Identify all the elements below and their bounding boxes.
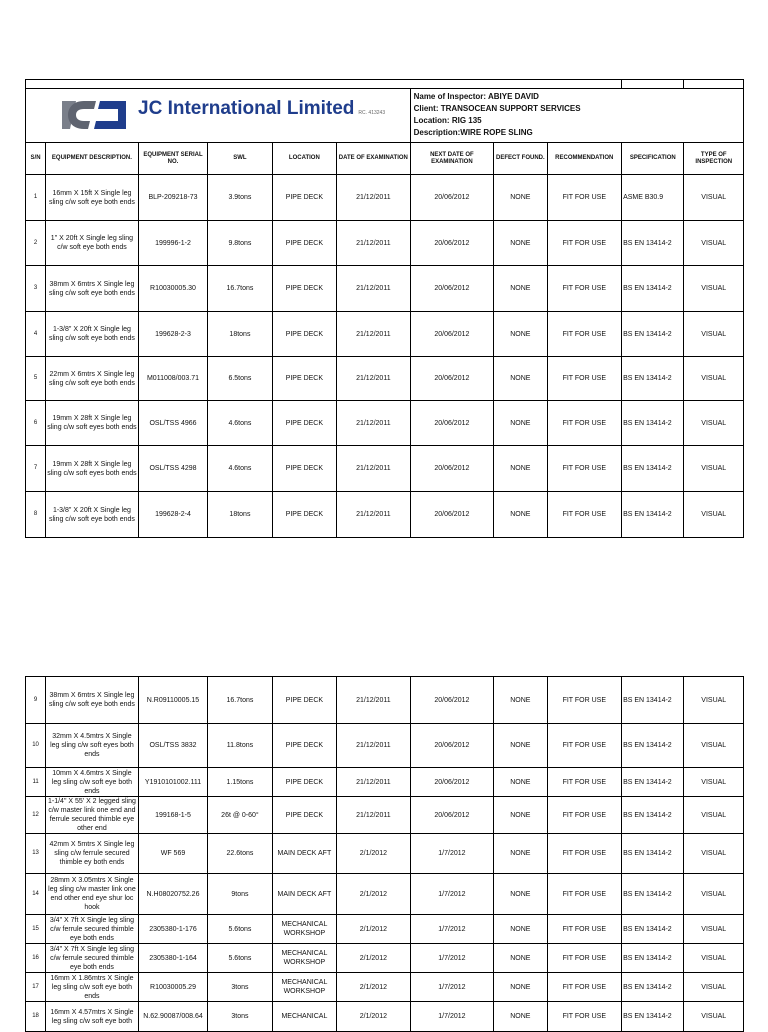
table-cell: BLP-209218-73 bbox=[138, 175, 207, 221]
table-cell: 21/12/2011 bbox=[337, 221, 411, 266]
table-cell: VISUAL bbox=[684, 834, 744, 874]
table-row bbox=[26, 312, 744, 357]
table-cell: NONE bbox=[494, 357, 547, 401]
table-cell: 21/12/2011 bbox=[337, 312, 411, 357]
table-body-1 bbox=[26, 175, 744, 538]
table-cell: NONE bbox=[494, 797, 547, 834]
company-name: JC International Limited RC. 413243 bbox=[138, 98, 386, 119]
table-cell: BS EN 13414-2 bbox=[622, 724, 684, 768]
table-cell: FIT FOR USE bbox=[547, 175, 622, 221]
table-cell: PIPE DECK bbox=[272, 492, 336, 538]
table-cell: 32mm X 4.5mtrs X Single leg sling c/w soft eyes both ends bbox=[46, 724, 139, 768]
table-cell: NONE bbox=[494, 915, 547, 944]
table-cell: 3/4" X 7ft X Single leg sling c/w ferrule secured thimble eye both ends bbox=[46, 915, 139, 944]
top-strip bbox=[26, 80, 744, 89]
header-cell: SWL bbox=[208, 143, 272, 175]
table-cell: BS EN 13414-2 bbox=[622, 677, 684, 724]
table-cell: NONE bbox=[494, 221, 547, 266]
table-cell: 20/06/2012 bbox=[410, 446, 494, 492]
table-cell: BS EN 13414-2 bbox=[622, 834, 684, 874]
table-cell: NONE bbox=[494, 401, 547, 446]
table-cell: 21/12/2011 bbox=[337, 401, 411, 446]
table-cell: NONE bbox=[494, 312, 547, 357]
table-cell: 18tons bbox=[208, 492, 272, 538]
table-cell: 38mm X 6mtrs X Single leg sling c/w soft eye both ends bbox=[46, 677, 139, 724]
table-cell: FIT FOR USE bbox=[547, 797, 622, 834]
header-cell: DATE OF EXAMINATION bbox=[337, 143, 411, 175]
table-cell: 21/12/2011 bbox=[337, 492, 411, 538]
table-cell: 1-1/4" X 55' X 2 legged sling c/w master link one end and ferrule secured thimble eye other end bbox=[46, 797, 139, 834]
header-row bbox=[26, 143, 744, 175]
table-cell: 5.6tons bbox=[208, 915, 272, 944]
table-cell: 28mm X 3.05mtrs X Single leg sling c/w master link one end other end eye shur loc hook bbox=[46, 874, 139, 915]
table-cell: 20/06/2012 bbox=[410, 175, 494, 221]
table-cell: NONE bbox=[494, 768, 547, 797]
table-cell: 2305380-1-176 bbox=[138, 915, 207, 944]
table-cell: 3.9tons bbox=[208, 175, 272, 221]
table-row bbox=[26, 973, 744, 1002]
row-number: 15 bbox=[26, 915, 46, 944]
table-cell: 199628-2-4 bbox=[138, 492, 207, 538]
header-cell: DEFECT FOUND. bbox=[494, 143, 547, 175]
table-cell: VISUAL bbox=[684, 677, 744, 724]
table-cell: 20/06/2012 bbox=[410, 724, 494, 768]
table-cell: 21/12/2011 bbox=[337, 724, 411, 768]
table-cell: 18tons bbox=[208, 312, 272, 357]
table-cell: 20/06/2012 bbox=[410, 401, 494, 446]
table-cell: 20/06/2012 bbox=[410, 357, 494, 401]
table-cell: BS EN 13414-2 bbox=[622, 312, 684, 357]
row-number: 1 bbox=[26, 175, 46, 221]
table-cell: FIT FOR USE bbox=[547, 446, 622, 492]
table-cell: R10030005.29 bbox=[138, 973, 207, 1002]
location-text: Location: RIG 135 bbox=[413, 116, 482, 125]
table-cell: PIPE DECK bbox=[272, 768, 336, 797]
row-number: 2 bbox=[26, 221, 46, 266]
table-cell: NONE bbox=[494, 724, 547, 768]
table-row bbox=[26, 915, 744, 944]
row-number: 6 bbox=[26, 401, 46, 446]
table-row bbox=[26, 797, 744, 834]
table-cell: 21/12/2011 bbox=[337, 266, 411, 312]
table-cell: 38mm X 6mtrs X Single leg sling c/w soft eye both ends bbox=[46, 266, 139, 312]
table-cell: 19mm X 28ft X Single leg sling c/w soft eyes both ends bbox=[46, 401, 139, 446]
table-body-2 bbox=[26, 677, 744, 1032]
table-cell: PIPE DECK bbox=[272, 357, 336, 401]
table-cell: BS EN 13414-2 bbox=[622, 973, 684, 1002]
table-cell: 3tons bbox=[208, 973, 272, 1002]
table-row bbox=[26, 175, 744, 221]
table-cell: MECHANICAL WORKSHOP bbox=[272, 944, 336, 973]
table-cell: VISUAL bbox=[684, 175, 744, 221]
table-cell: BS EN 13414-2 bbox=[622, 221, 684, 266]
header-cell: RECOMMENDATION bbox=[547, 143, 622, 175]
table-cell: NONE bbox=[494, 446, 547, 492]
table-cell: BS EN 13414-2 bbox=[622, 944, 684, 973]
table-cell: 199996-1-2 bbox=[138, 221, 207, 266]
table-cell: 2/1/2012 bbox=[337, 944, 411, 973]
table-cell: 22.6tons bbox=[208, 834, 272, 874]
table-cell: PIPE DECK bbox=[272, 797, 336, 834]
table-cell: BS EN 13414-2 bbox=[622, 357, 684, 401]
table-cell: 21/12/2011 bbox=[337, 175, 411, 221]
table-cell: NONE bbox=[494, 175, 547, 221]
row-number: 11 bbox=[26, 768, 46, 797]
table-cell: 1/7/2012 bbox=[410, 834, 494, 874]
row-number: 18 bbox=[26, 1002, 46, 1032]
table-row bbox=[26, 357, 744, 401]
table-cell: VISUAL bbox=[684, 874, 744, 915]
table-cell: BS EN 13414-2 bbox=[622, 492, 684, 538]
table-cell: VISUAL bbox=[684, 724, 744, 768]
table-cell: 2/1/2012 bbox=[337, 834, 411, 874]
table-cell: VISUAL bbox=[684, 312, 744, 357]
table-cell: PIPE DECK bbox=[272, 266, 336, 312]
letterhead bbox=[26, 89, 411, 143]
table-cell: N.H08020752.26 bbox=[138, 874, 207, 915]
table-cell: FIT FOR USE bbox=[547, 357, 622, 401]
table-cell: FIT FOR USE bbox=[547, 915, 622, 944]
table-cell: 4.6tons bbox=[208, 401, 272, 446]
table-cell: M011008/003.71 bbox=[138, 357, 207, 401]
row-number: 5 bbox=[26, 357, 46, 401]
inspection-table-page-2 bbox=[25, 676, 744, 1032]
table-cell: 16mm X 1.86mtrs X Single leg sling c/w soft eye both ends bbox=[46, 973, 139, 1002]
table-cell: FIT FOR USE bbox=[547, 724, 622, 768]
table-cell: 9.8tons bbox=[208, 221, 272, 266]
header-cell: S/N bbox=[26, 143, 46, 175]
table-cell: FIT FOR USE bbox=[547, 944, 622, 973]
table-cell: PIPE DECK bbox=[272, 677, 336, 724]
table-cell: 1/7/2012 bbox=[410, 973, 494, 1002]
row-number: 17 bbox=[26, 973, 46, 1002]
table-cell: VISUAL bbox=[684, 797, 744, 834]
table-cell: VISUAL bbox=[684, 446, 744, 492]
table-cell: MAIN DECK AFT bbox=[272, 874, 336, 915]
table-cell: ASME B30.9 bbox=[622, 175, 684, 221]
table-cell: NONE bbox=[494, 492, 547, 538]
table-row bbox=[26, 1002, 744, 1032]
table-cell: 6.5tons bbox=[208, 357, 272, 401]
table-cell: Y1910101002.111 bbox=[138, 768, 207, 797]
table-cell: 1/7/2012 bbox=[410, 915, 494, 944]
table-cell: 5.6tons bbox=[208, 944, 272, 973]
table-cell: 3/4" X 7ft X Single leg sling c/w ferrule secured thimble eye both ends bbox=[46, 944, 139, 973]
table-cell: BS EN 13414-2 bbox=[622, 915, 684, 944]
table-cell: MECHANICAL WORKSHOP bbox=[272, 973, 336, 1002]
table-cell: BS EN 13414-2 bbox=[622, 768, 684, 797]
table-row bbox=[26, 944, 744, 973]
table-cell: MECHANICAL WORKSHOP bbox=[272, 915, 336, 944]
table-cell: FIT FOR USE bbox=[547, 312, 622, 357]
table-cell: 16mm X 4.57mtrs X Single leg sling c/w soft eye both bbox=[46, 1002, 139, 1032]
table-cell: FIT FOR USE bbox=[547, 266, 622, 312]
table-cell: 1-3/8" X 20ft X Single leg sling c/w soft eye both ends bbox=[46, 312, 139, 357]
table-cell: FIT FOR USE bbox=[547, 768, 622, 797]
table-cell: 10mm X 4.6mtrs X Single leg sling c/w soft eye both ends bbox=[46, 768, 139, 797]
row-number: 7 bbox=[26, 446, 46, 492]
table-cell: VISUAL bbox=[684, 357, 744, 401]
table-cell: BS EN 13414-2 bbox=[622, 266, 684, 312]
table-cell: 3tons bbox=[208, 1002, 272, 1032]
row-number: 12 bbox=[26, 797, 46, 834]
table-row bbox=[26, 266, 744, 312]
table-cell: 20/06/2012 bbox=[410, 221, 494, 266]
table-cell: 1/7/2012 bbox=[410, 944, 494, 973]
table-cell: N.62.90087/008.64 bbox=[138, 1002, 207, 1032]
table-cell: N.R09110005.15 bbox=[138, 677, 207, 724]
table-cell: 20/06/2012 bbox=[410, 677, 494, 724]
table-cell: VISUAL bbox=[684, 944, 744, 973]
table-cell: 20/06/2012 bbox=[410, 266, 494, 312]
table-cell: 42mm X 5mtrs X Single leg sling c/w ferrule secured thimble ey both ends bbox=[46, 834, 139, 874]
table-cell: 1/7/2012 bbox=[410, 1002, 494, 1032]
table-cell: 20/06/2012 bbox=[410, 768, 494, 797]
table-cell: 2/1/2012 bbox=[337, 874, 411, 915]
table-cell: 11.8tons bbox=[208, 724, 272, 768]
inspection-info bbox=[410, 89, 743, 143]
table-row bbox=[26, 768, 744, 797]
table-cell: VISUAL bbox=[684, 973, 744, 1002]
table-cell: 20/06/2012 bbox=[410, 492, 494, 538]
table-cell: 21/12/2011 bbox=[337, 768, 411, 797]
header-cell: NEXT DATE OF EXAMINATION bbox=[410, 143, 494, 175]
table-cell: VISUAL bbox=[684, 492, 744, 538]
table-cell: BS EN 13414-2 bbox=[622, 1002, 684, 1032]
table-cell: MAIN DECK AFT bbox=[272, 834, 336, 874]
company-rc: RC. 413243 bbox=[358, 110, 386, 116]
inspector-name: Name of Inspector: ABIYE DAVID bbox=[413, 92, 539, 101]
table-row bbox=[26, 492, 744, 538]
table-cell: 21/12/2011 bbox=[337, 357, 411, 401]
table-cell: FIT FOR USE bbox=[547, 834, 622, 874]
table-cell: OSL/TSS 3832 bbox=[138, 724, 207, 768]
table-cell: BS EN 13414-2 bbox=[622, 797, 684, 834]
table-row bbox=[26, 221, 744, 266]
table-cell: VISUAL bbox=[684, 768, 744, 797]
table-cell: 16.7tons bbox=[208, 266, 272, 312]
table-cell: BS EN 13414-2 bbox=[622, 401, 684, 446]
table-cell: OSL/TSS 4298 bbox=[138, 446, 207, 492]
table-cell: VISUAL bbox=[684, 1002, 744, 1032]
table-cell: 1-3/8" X 20ft X Single leg sling c/w soft eye both ends bbox=[46, 492, 139, 538]
table-cell: 22mm X 6mtrs X Single leg sling c/w soft eye both ends bbox=[46, 357, 139, 401]
table-cell: PIPE DECK bbox=[272, 312, 336, 357]
table-cell: FIT FOR USE bbox=[547, 973, 622, 1002]
table-cell: BS EN 13414-2 bbox=[622, 874, 684, 915]
table-cell: PIPE DECK bbox=[272, 446, 336, 492]
table-cell: NONE bbox=[494, 944, 547, 973]
table-cell: NONE bbox=[494, 973, 547, 1002]
table-row bbox=[26, 446, 744, 492]
table-cell: NONE bbox=[494, 874, 547, 915]
table-cell: 2/1/2012 bbox=[337, 973, 411, 1002]
table-cell: BS EN 13414-2 bbox=[622, 446, 684, 492]
header-cell: SPECIFICATION bbox=[622, 143, 684, 175]
header-cell: TYPE OF INSPECTION bbox=[684, 143, 744, 175]
row-number: 16 bbox=[26, 944, 46, 973]
table-cell: FIT FOR USE bbox=[547, 1002, 622, 1032]
table-cell: 199168-1-5 bbox=[138, 797, 207, 834]
table-cell: PIPE DECK bbox=[272, 175, 336, 221]
row-number: 10 bbox=[26, 724, 46, 768]
table-cell: PIPE DECK bbox=[272, 724, 336, 768]
table-cell: FIT FOR USE bbox=[547, 677, 622, 724]
table-cell: 1/7/2012 bbox=[410, 874, 494, 915]
table-cell: NONE bbox=[494, 834, 547, 874]
letterhead-row bbox=[26, 89, 744, 143]
inspection-table-page-1 bbox=[25, 79, 744, 538]
table-cell: 16mm X 15ft X Single leg sling c/w soft eye both ends bbox=[46, 175, 139, 221]
header-cell: EQUIPMENT DESCRIPTION. bbox=[46, 143, 139, 175]
table-cell: 21/12/2011 bbox=[337, 677, 411, 724]
table-cell: R10030005.30 bbox=[138, 266, 207, 312]
table-cell: VISUAL bbox=[684, 915, 744, 944]
table-cell: NONE bbox=[494, 266, 547, 312]
row-number: 8 bbox=[26, 492, 46, 538]
table-cell: PIPE DECK bbox=[272, 221, 336, 266]
table-cell: 1.15tons bbox=[208, 768, 272, 797]
table-row bbox=[26, 677, 744, 724]
row-number: 3 bbox=[26, 266, 46, 312]
table-cell: 21/12/2011 bbox=[337, 797, 411, 834]
table-cell: FIT FOR USE bbox=[547, 221, 622, 266]
table-cell: 199628-2-3 bbox=[138, 312, 207, 357]
row-number: 4 bbox=[26, 312, 46, 357]
table-cell: 2/1/2012 bbox=[337, 915, 411, 944]
header-cell: EQUIPMENT SERIAL NO. bbox=[138, 143, 207, 175]
table-cell: PIPE DECK bbox=[272, 401, 336, 446]
table-cell: 20/06/2012 bbox=[410, 797, 494, 834]
client-name: Client: TRANSOCEAN SUPPORT SERVICES bbox=[413, 104, 581, 113]
description-text: Description:WIRE ROPE SLING bbox=[413, 128, 533, 137]
table-cell: 19mm X 28ft X Single leg sling c/w soft eyes both ends bbox=[46, 446, 139, 492]
table-cell: OSL/TSS 4966 bbox=[138, 401, 207, 446]
table-cell: 9tons bbox=[208, 874, 272, 915]
table-cell: 2/1/2012 bbox=[337, 1002, 411, 1032]
table-cell: 26t @ 0-60° bbox=[208, 797, 272, 834]
row-number: 9 bbox=[26, 677, 46, 724]
table-cell: VISUAL bbox=[684, 221, 744, 266]
table-cell: MECHANICAL bbox=[272, 1002, 336, 1032]
table-cell: 4.6tons bbox=[208, 446, 272, 492]
table-row bbox=[26, 401, 744, 446]
table-cell: VISUAL bbox=[684, 401, 744, 446]
table-cell: 21/12/2011 bbox=[337, 446, 411, 492]
table-cell: FIT FOR USE bbox=[547, 492, 622, 538]
table-cell: 16.7tons bbox=[208, 677, 272, 724]
table-cell: 20/06/2012 bbox=[410, 312, 494, 357]
header-cell: LOCATION bbox=[272, 143, 336, 175]
jc-logo-icon bbox=[54, 97, 128, 133]
table-row bbox=[26, 724, 744, 768]
table-row bbox=[26, 834, 744, 874]
table-cell: VISUAL bbox=[684, 266, 744, 312]
table-cell: WF 569 bbox=[138, 834, 207, 874]
table-cell: 2305380-1-164 bbox=[138, 944, 207, 973]
table-cell: NONE bbox=[494, 1002, 547, 1032]
row-number: 13 bbox=[26, 834, 46, 874]
table-cell: FIT FOR USE bbox=[547, 401, 622, 446]
table-cell: 1" X 20ft X Single leg sling c/w soft eye both ends bbox=[46, 221, 139, 266]
table-row bbox=[26, 874, 744, 915]
row-number: 14 bbox=[26, 874, 46, 915]
table-cell: NONE bbox=[494, 677, 547, 724]
table-cell: FIT FOR USE bbox=[547, 874, 622, 915]
